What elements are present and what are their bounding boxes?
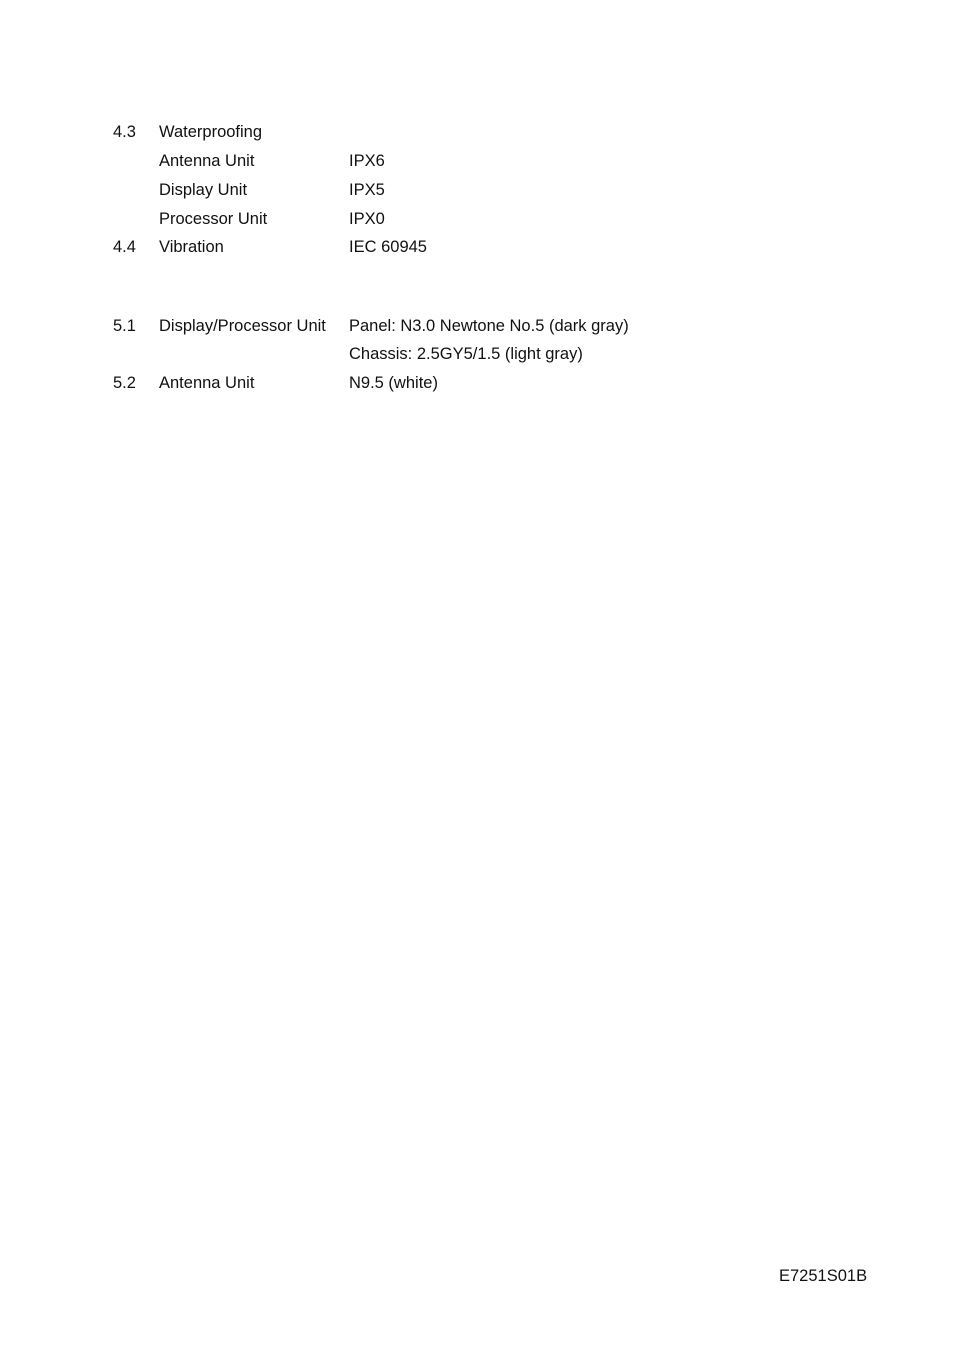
- section-value: IPX6: [349, 152, 385, 170]
- section-value: N9.5 (white): [349, 374, 438, 392]
- section-value: Panel: N3.0 Newtone No.5 (dark gray): [349, 317, 629, 335]
- spec-row-display-waterproof: [0, 179, 954, 201]
- section-number: 4.3: [113, 123, 136, 141]
- spec-row-5-1-chassis: [0, 343, 954, 365]
- spec-row-4-4: [0, 236, 954, 258]
- section-value: IPX5: [349, 181, 385, 199]
- section-label: Vibration: [159, 238, 224, 256]
- spec-row-5-1: [0, 315, 954, 337]
- section-label: Display Unit: [159, 181, 248, 199]
- section-label: Display/Processor Unit: [159, 317, 326, 335]
- section-label: Processor Unit: [159, 210, 268, 228]
- section-number: 4.4: [113, 238, 136, 256]
- section-number: 5.1: [113, 317, 136, 335]
- section-value: IPX0: [349, 210, 385, 228]
- section-number: 5.2: [113, 374, 136, 392]
- section-label: Antenna Unit: [159, 152, 255, 170]
- spec-row-5-2: [0, 372, 954, 394]
- section-label: Waterproofing: [159, 123, 263, 141]
- document-code: E7251S01B: [779, 1267, 868, 1285]
- section-value: Chassis: 2.5GY5/1.5 (light gray): [349, 345, 583, 363]
- spec-row-4-3: [0, 121, 954, 143]
- section-label: Antenna Unit: [159, 374, 255, 392]
- section-value: IEC 60945: [349, 238, 427, 256]
- spec-row-antenna-waterproof: [0, 150, 954, 172]
- spec-row-processor-waterproof: [0, 208, 954, 230]
